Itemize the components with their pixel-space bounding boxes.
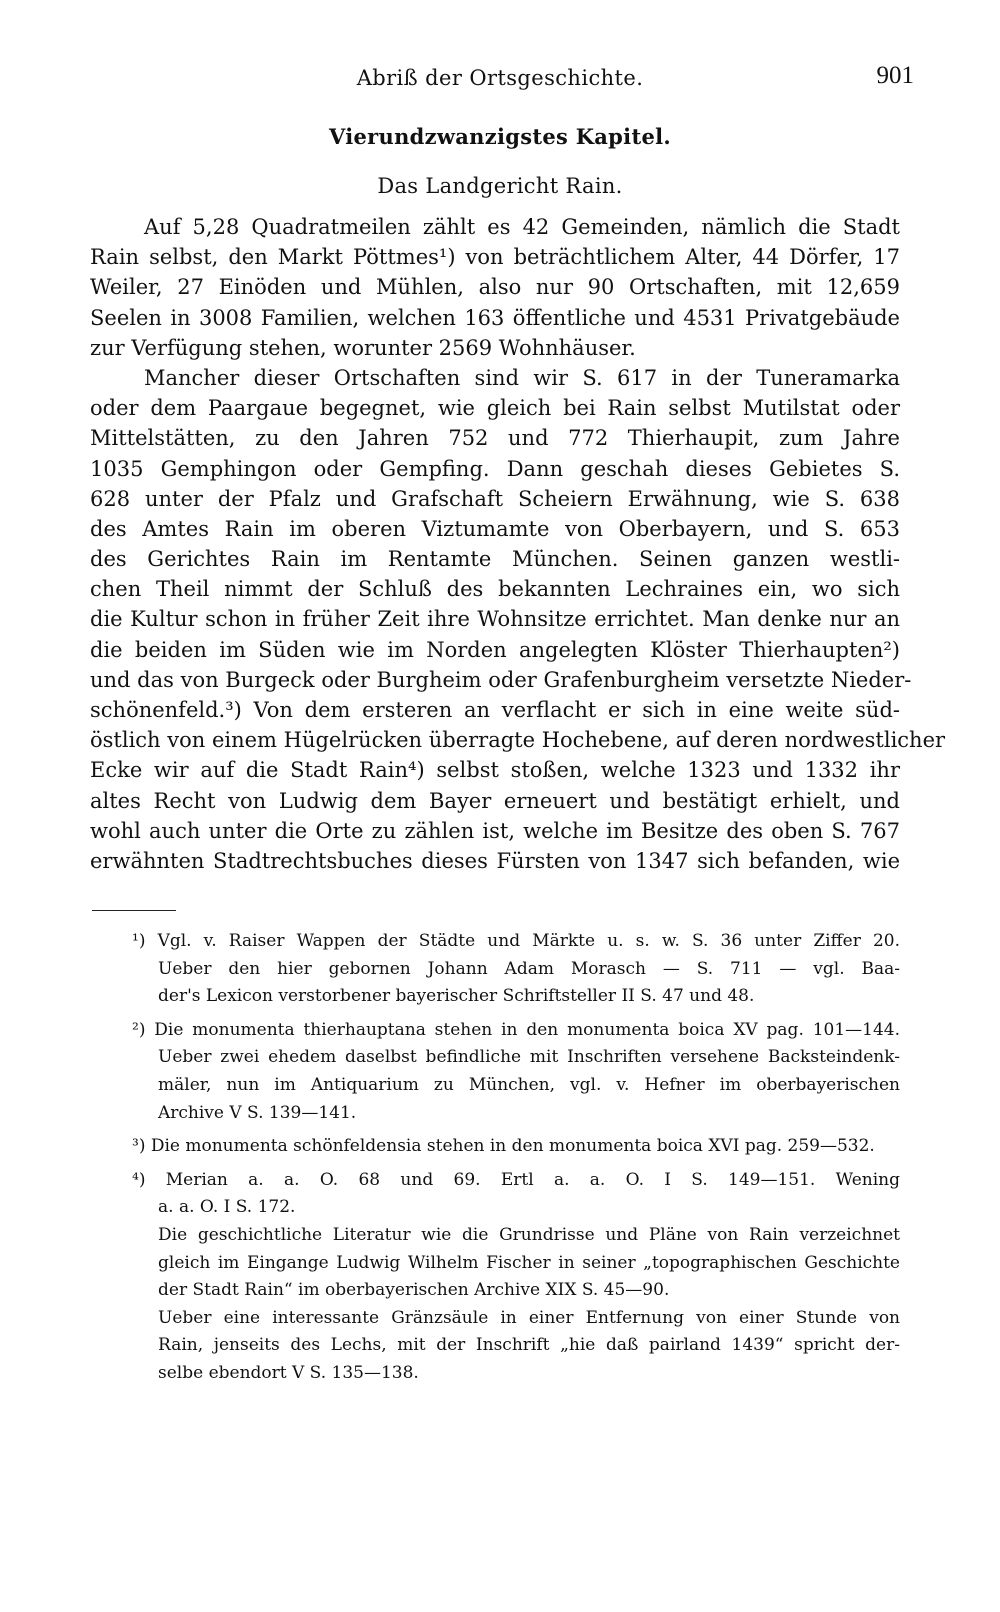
body-line: Weiler, 27 Einöden und Mühlen, also nur 90 Ortschaften, mit 12,659 bbox=[90, 275, 900, 300]
footnote-line: gleich im Eingange Ludwig Wilhelm Fischer in seiner „topographischen Geschichte bbox=[158, 1252, 900, 1273]
body-line: schönenfeld.³) Von dem ersteren an verflacht er sich in eine weite süd- bbox=[90, 698, 900, 722]
running-head: Abriß der Ortsgeschichte. bbox=[356, 66, 644, 90]
footnote-line: ¹) Vgl. v. Raiser Wappen der Städte und Märkte u. s. w. S. 36 unter Ziffer 20. bbox=[132, 931, 900, 951]
section-title: Das Landgericht Rain. bbox=[377, 174, 623, 198]
body-line: altes Recht von Ludwig dem Bayer erneuert und bestätigt erhielt, und bbox=[90, 788, 900, 813]
footnote-line: der Stadt Rain“ im oberbayerischen Archive XIX S. 45—90. bbox=[158, 1280, 670, 1301]
footnote-line: Archive V S. 139—141. bbox=[158, 1102, 357, 1123]
footnote bbox=[90, 1167, 900, 1388]
footnote-line: der's Lexicon verstorbener bayerischer Schriftsteller II S. 47 und 48. bbox=[158, 986, 755, 1007]
body-line: Mancher dieser Ortschaften sind wir S. 617 in der Tuneramarka bbox=[144, 365, 900, 390]
body-line: wohl auch unter die Orte zu zählen ist, welche im Besitze des oben S. 767 bbox=[90, 818, 900, 843]
footnote-line: ²) Die monumenta thierhauptana stehen in den monumenta boica XV pag. 101—144. bbox=[132, 1019, 900, 1040]
footnote-line: ⁴) Merian a. a. O. 68 und 69. Ertl a. a. O. I S. 149—151. Wening bbox=[132, 1169, 900, 1190]
body-line: 628 unter der Pfalz und Grafschaft Scheiern Erwähnung, wie S. 638 bbox=[90, 486, 900, 511]
footnotes bbox=[90, 928, 900, 1388]
body-line: die Kultur schon in früher Zeit ihre Wohnsitze errichtet. Man denke nur an bbox=[90, 607, 900, 632]
footnote bbox=[90, 928, 900, 1011]
footnote-line: Rain, jenseits des Lechs, mit der Inschrift „hie daß pairland 1439“ spricht der- bbox=[158, 1335, 900, 1356]
footnote-line: Die geschichtliche Literatur wie die Grundrisse und Pläne von Rain verzeichnet bbox=[158, 1224, 900, 1245]
body-line: des Gerichtes Rain im Rentamte München. Seinen ganzen westli- bbox=[90, 547, 900, 572]
page-number: 901 bbox=[876, 62, 914, 89]
footnote-line: selbe ebendort V S. 135—138. bbox=[158, 1362, 419, 1383]
body-line: oder dem Paargaue begegnet, wie gleich bei Rain selbst Mutilstat oder bbox=[90, 396, 900, 421]
body-line: die beiden im Süden wie im Norden angelegten Klöster Thierhaupten²) bbox=[90, 637, 900, 662]
footnote-line: Ueber den hier gebornen Johann Adam Morasch — S. 711 — vgl. Baa- bbox=[158, 958, 900, 979]
footnote-line: mäler, nun im Antiquarium zu München, vgl. v. Hefner im oberbayerischen bbox=[158, 1074, 900, 1095]
footnote-line: Ueber zwei ehedem daselbst befindliche mit Inschriften versehene Backsteindenk- bbox=[158, 1047, 900, 1068]
body-line: Ecke wir auf die Stadt Rain⁴) selbst stoßen, welche 1323 und 1332 ihr bbox=[90, 758, 900, 783]
body-line: und das von Burgeck oder Burgheim oder Grafenburgheim versetzte Nieder- bbox=[90, 667, 912, 692]
footnote-line: Ueber eine interessante Gränzsäule in einer Entfernung von einer Stunde von bbox=[158, 1307, 900, 1328]
body-line: des Amtes Rain im oberen Viztumamte von Oberbayern, und S. 653 bbox=[90, 516, 900, 541]
chapter-title: Vierundzwanzigstes Kapitel. bbox=[329, 124, 671, 149]
footnote-line: ³) Die monumenta schönfeldensia stehen in den monumenta boica XVI pag. 259—532. bbox=[132, 1136, 875, 1157]
body-line: Auf 5,28 Quadratmeilen zählt es 42 Gemeinden, nämlich die Stadt bbox=[144, 215, 900, 239]
footnote-line: a. a. O. I S. 172. bbox=[158, 1197, 296, 1218]
body-line: erwähnten Stadtrechtsbuches dieses Fürsten von 1347 sich befanden, wie bbox=[90, 848, 900, 873]
body-text bbox=[90, 212, 946, 876]
page-header bbox=[0, 62, 1000, 106]
footnote bbox=[90, 1133, 900, 1161]
body-line: östlich von einem Hügelrücken überragte Hochebene, auf deren nordwestlicher bbox=[90, 728, 946, 753]
body-line: Seelen in 3008 Familien, welchen 163 öffentliche und 4531 Privatgebäude bbox=[90, 305, 900, 330]
footnote bbox=[90, 1017, 900, 1127]
body-line: Mittelstätten, zu den Jahren 752 und 772 Thierhaupit, zum Jahre bbox=[90, 426, 900, 451]
body-line: chen Theil nimmt der Schluß des bekannten Lechraines ein, wo sich bbox=[90, 577, 900, 602]
body-line: Rain selbst, den Markt Pöttmes¹) von beträchtlichem Alter, 44 Dörfer, 17 bbox=[90, 245, 900, 270]
footnote-divider bbox=[92, 910, 176, 911]
body-line: 1035 Gemphingon oder Gempfing. Dann geschah dieses Gebietes S. bbox=[90, 456, 900, 481]
body-line: zur Verfügung stehen, worunter 2569 Wohnhäuser. bbox=[90, 335, 636, 360]
